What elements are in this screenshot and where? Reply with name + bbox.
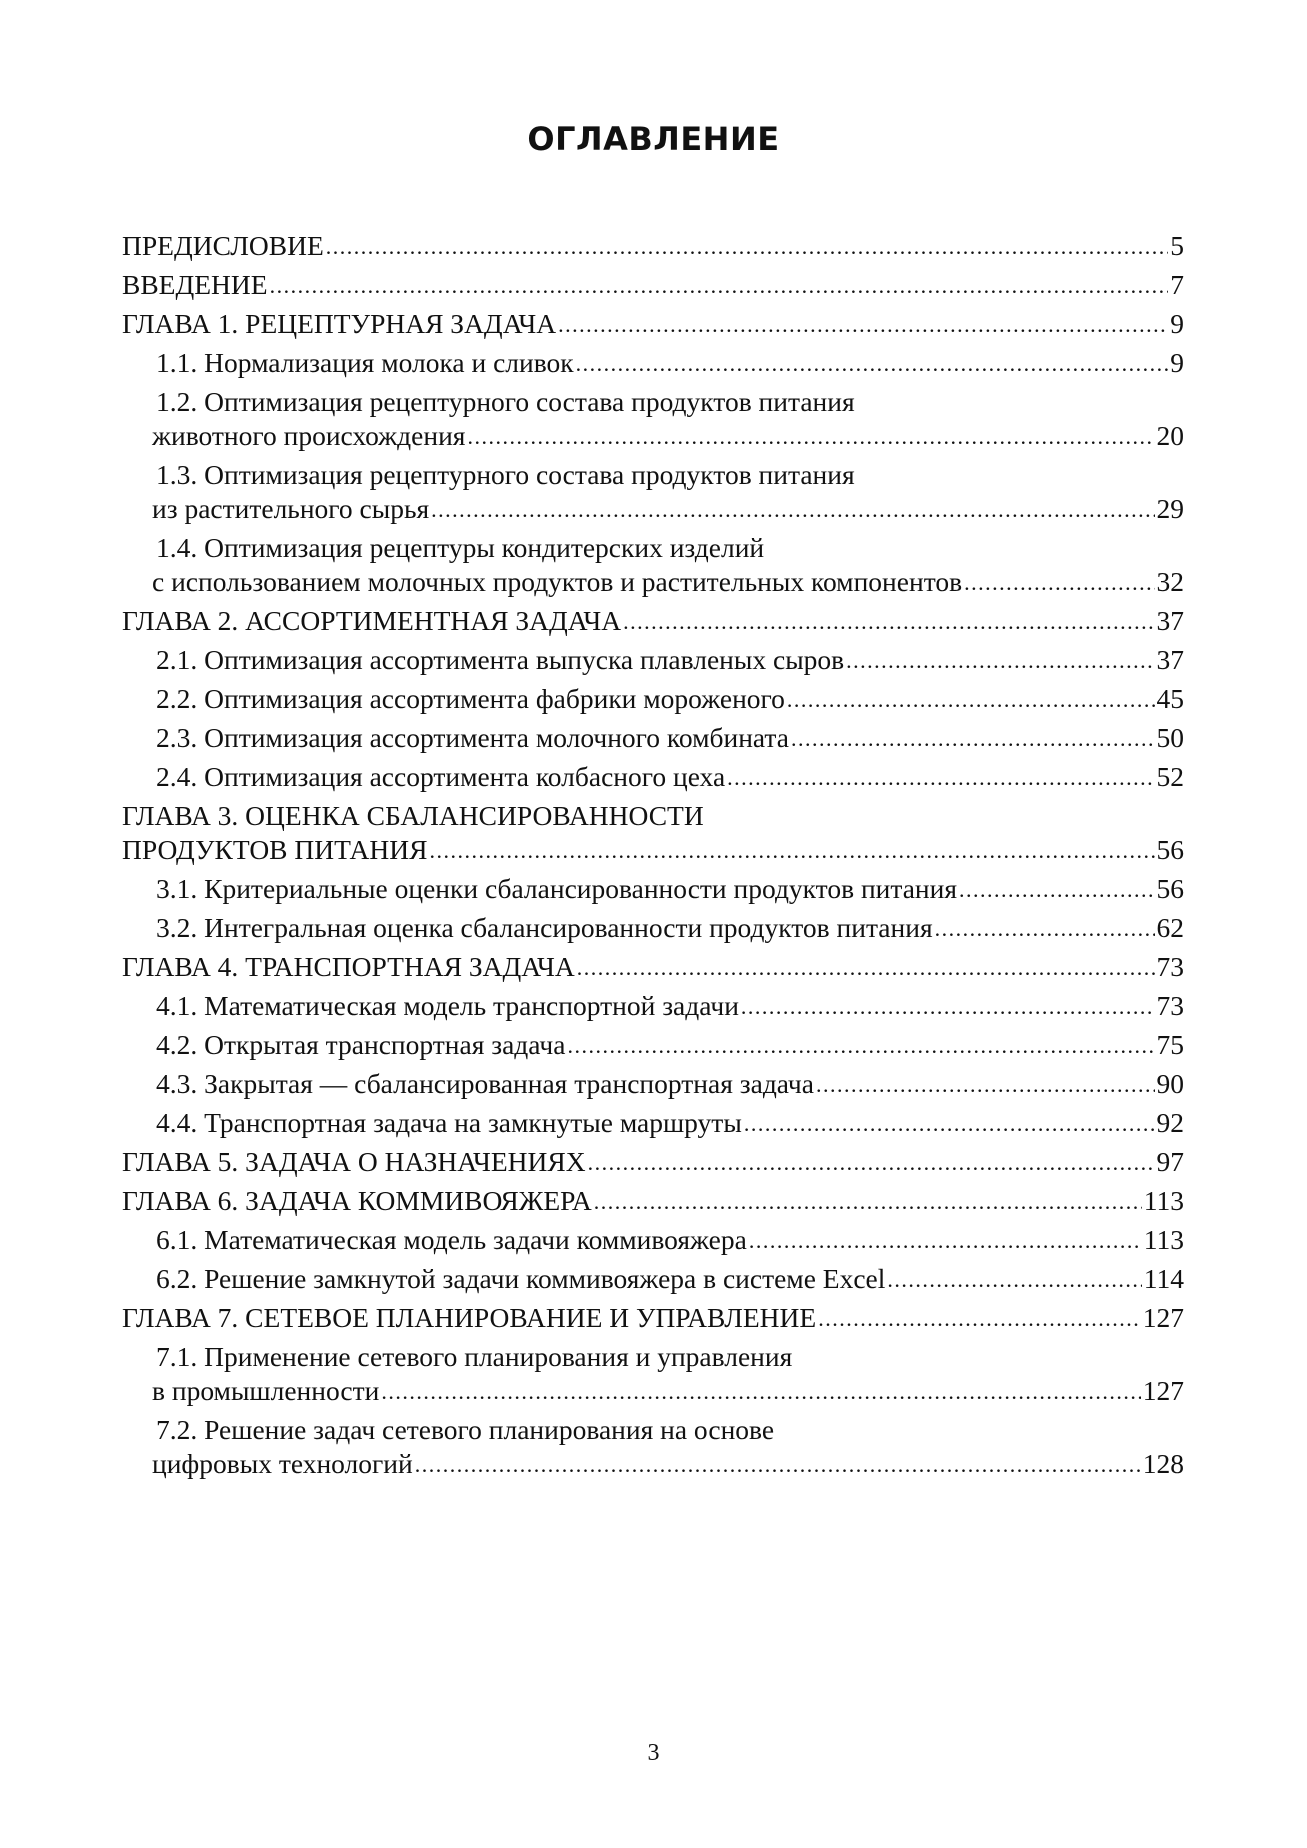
toc-section-entry[interactable] xyxy=(122,721,1184,755)
toc-section-entry[interactable] xyxy=(122,911,1184,945)
toc-entry-title: ВВЕДЕНИЕ xyxy=(122,269,268,300)
toc-entry-title: ГЛАВА 5. ЗАДАЧА О НАЗНАЧЕНИЯХ xyxy=(122,1146,586,1177)
toc-page-number: 73 xyxy=(1156,951,1184,982)
toc-page-number: 128 xyxy=(1142,1448,1184,1479)
toc-page-number: 73 xyxy=(1156,990,1184,1021)
toc-entry-title: 2.4. Оптимизация ассортимента колбасного цеха xyxy=(156,761,726,792)
toc-entry-title: 4.3. Закрытая — сбалансированная транспортная задача xyxy=(156,1068,814,1099)
dot-leader xyxy=(576,345,1169,381)
dot-leader xyxy=(558,306,1168,342)
toc-entry-title-line: 7.1. Применение сетевого планирования и управления xyxy=(156,1341,793,1372)
toc-page-number: 127 xyxy=(1142,1302,1184,1333)
dot-leader xyxy=(467,418,1154,454)
toc-entry-title: 3.2. Интегральная оценка сбалансированности продуктов питания xyxy=(156,912,933,943)
toc-entry-title-line: 1.2. Оптимизация рецептурного состава продуктов питания xyxy=(156,386,855,417)
toc-section-entry[interactable] xyxy=(122,1067,1184,1101)
dot-leader xyxy=(567,1027,1154,1063)
toc-entry-title-line: 1.3. Оптимизация рецептурного состава продуктов питания xyxy=(156,459,855,490)
toc-entry-title: 4.2. Открытая транспортная задача xyxy=(156,1029,566,1060)
dot-leader xyxy=(588,1144,1155,1180)
toc-entry-title: 4.4. Транспортная задача на замкнутые маршруты xyxy=(156,1107,742,1138)
toc-entry-title: 6.2. Решение замкнутой задачи коммивояжера в системе Excel xyxy=(156,1263,886,1294)
toc-section-entry[interactable] xyxy=(122,1340,1184,1408)
toc-entry-title-line: 1.4. Оптимизация рецептуры кондитерских изделий xyxy=(156,532,765,563)
dot-leader xyxy=(326,228,1169,264)
toc-page-number: 97 xyxy=(1156,1146,1184,1177)
toc-chapter-entry[interactable] xyxy=(122,950,1184,984)
dot-leader xyxy=(959,871,1154,907)
page-title: ОГЛАВЛЕНИЕ xyxy=(527,120,780,158)
dot-leader xyxy=(270,267,1169,303)
toc-entry-title: ГЛАВА 2. АССОРТИМЕНТНАЯ ЗАДАЧА xyxy=(122,605,622,636)
toc-page-number: 37 xyxy=(1156,605,1184,636)
toc-page-number: 37 xyxy=(1156,644,1184,675)
toc-section-entry[interactable] xyxy=(122,1223,1184,1257)
toc-entry-title: ГЛАВА 1. РЕЦЕПТУРНАЯ ЗАДАЧА xyxy=(122,308,557,339)
toc-entry-title: 2.1. Оптимизация ассортимента выпуска плавленых сыров xyxy=(156,644,845,675)
toc-entry-title: в промышленности xyxy=(152,1375,380,1406)
dot-leader xyxy=(381,1373,1140,1409)
toc-entry-title: 4.1. Математическая модель транспортной задачи xyxy=(156,990,739,1021)
toc-section-entry[interactable] xyxy=(122,458,1184,526)
toc-page-number: 92 xyxy=(1156,1107,1184,1138)
toc-page-number: 50 xyxy=(1156,722,1184,753)
dot-leader xyxy=(816,1066,1155,1102)
toc-page-number: 20 xyxy=(1156,420,1184,451)
dot-leader xyxy=(623,603,1154,639)
toc-page-number: 9 xyxy=(1170,347,1184,378)
toc-entry-title: животного происхождения xyxy=(152,420,466,451)
toc-page-number: 29 xyxy=(1156,493,1184,524)
toc-chapter-entry[interactable] xyxy=(122,229,1184,263)
toc-section-entry[interactable] xyxy=(122,1106,1184,1140)
toc-page-number: 9 xyxy=(1170,308,1184,339)
toc-chapter-entry[interactable] xyxy=(122,799,1184,867)
toc-entry-title: с использованием молочных продуктов и растительных компонентов xyxy=(152,566,963,597)
page-number: 3 xyxy=(647,1740,660,1766)
toc-page-number: 75 xyxy=(1156,1029,1184,1060)
toc-entry-title: 1.1. Нормализация молока и сливок xyxy=(156,347,574,378)
toc-page-number: 56 xyxy=(1156,873,1184,904)
toc-section-entry[interactable] xyxy=(122,872,1184,906)
toc-entry-title-line: 7.2. Решение задач сетевого планирования на основе xyxy=(156,1414,775,1445)
toc-page-number: 127 xyxy=(1142,1375,1184,1406)
toc-section-entry[interactable] xyxy=(122,1262,1184,1296)
toc-entry-title: из растительного сырья xyxy=(152,493,430,524)
toc-page-number: 114 xyxy=(1143,1263,1184,1294)
dot-leader xyxy=(415,1446,1141,1482)
dot-leader xyxy=(791,720,1155,756)
toc-section-entry[interactable] xyxy=(122,682,1184,716)
dot-leader xyxy=(741,988,1155,1024)
toc-entry-title: 2.3. Оптимизация ассортимента молочного комбината xyxy=(156,722,789,753)
dot-leader xyxy=(818,1300,1141,1336)
dot-leader xyxy=(431,491,1154,527)
toc-entry-title: ПРЕДИСЛОВИЕ xyxy=(122,230,324,261)
toc-chapter-entry[interactable] xyxy=(122,604,1184,638)
dot-leader xyxy=(744,1105,1155,1141)
toc-entry-title: 2.2. Оптимизация ассортимента фабрики мороженого xyxy=(156,683,785,714)
toc-entry-title: цифровых технологий xyxy=(152,1448,413,1479)
toc-entry-title: ПРОДУКТОВ ПИТАНИЯ xyxy=(122,834,428,865)
toc-page-number: 113 xyxy=(1143,1224,1184,1255)
toc-page-number: 113 xyxy=(1143,1185,1184,1216)
toc-chapter-entry[interactable] xyxy=(122,1145,1184,1179)
toc-entry-title: 6.1. Математическая модель задачи коммивояжера xyxy=(156,1224,747,1255)
dot-leader xyxy=(429,832,1154,868)
dot-leader xyxy=(964,564,1154,600)
table-of-contents xyxy=(122,229,1184,1486)
toc-section-entry[interactable] xyxy=(122,346,1184,380)
toc-entry-title: ГЛАВА 7. СЕТЕВОЕ ПЛАНИРОВАНИЕ И УПРАВЛЕНИЕ xyxy=(122,1302,817,1333)
toc-section-entry[interactable] xyxy=(122,760,1184,794)
toc-page-number: 45 xyxy=(1156,683,1184,714)
dot-leader xyxy=(727,759,1154,795)
toc-chapter-entry[interactable] xyxy=(122,1301,1184,1335)
dot-leader xyxy=(749,1222,1142,1258)
dot-leader xyxy=(887,1261,1141,1297)
toc-chapter-entry[interactable] xyxy=(122,268,1184,302)
toc-page-number: 52 xyxy=(1156,761,1184,792)
toc-section-entry[interactable] xyxy=(122,385,1184,453)
toc-page-number: 32 xyxy=(1156,566,1184,597)
toc-entry-title: ГЛАВА 4. ТРАНСПОРТНАЯ ЗАДАЧА xyxy=(122,951,575,982)
toc-entry-title: 3.1. Критериальные оценки сбалансированности продуктов питания xyxy=(156,873,958,904)
toc-section-entry[interactable] xyxy=(122,1413,1184,1481)
toc-entry-title-line: ГЛАВА 3. ОЦЕНКА СБАЛАНСИРОВАННОСТИ xyxy=(122,800,704,831)
toc-chapter-entry[interactable] xyxy=(122,1184,1184,1218)
toc-section-entry[interactable] xyxy=(122,643,1184,677)
toc-page-number: 56 xyxy=(1156,834,1184,865)
dot-leader xyxy=(846,642,1154,678)
toc-section-entry[interactable] xyxy=(122,989,1184,1023)
toc-section-entry[interactable] xyxy=(122,1028,1184,1062)
toc-entry-title: ГЛАВА 6. ЗАДАЧА КОММИВОЯЖЕРА xyxy=(122,1185,592,1216)
dot-leader xyxy=(787,681,1155,717)
dot-leader xyxy=(577,949,1155,985)
toc-chapter-entry[interactable] xyxy=(122,307,1184,341)
toc-section-entry[interactable] xyxy=(122,531,1184,599)
toc-page-number: 7 xyxy=(1170,269,1184,300)
toc-page-number: 90 xyxy=(1156,1068,1184,1099)
toc-page-number: 5 xyxy=(1170,230,1184,261)
toc-page-number: 62 xyxy=(1156,912,1184,943)
dot-leader xyxy=(935,910,1155,946)
dot-leader xyxy=(594,1183,1142,1219)
